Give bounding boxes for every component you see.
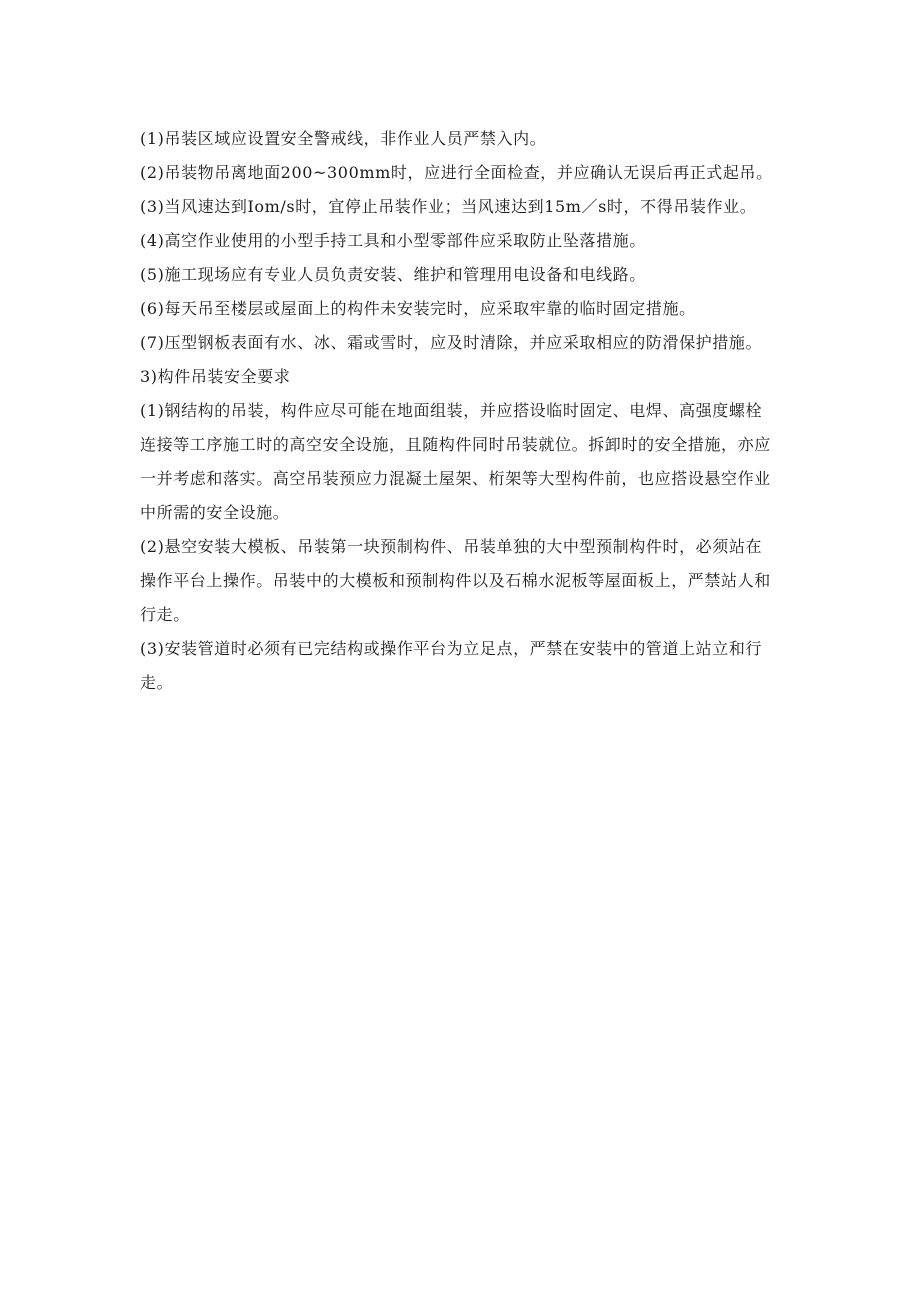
paragraph-line: 中所需的安全设施。 — [140, 503, 290, 522]
paragraph-7 — [140, 326, 790, 360]
paragraph-line: 行走。 — [140, 605, 190, 624]
paragraph-line: 走。 — [140, 673, 174, 692]
paragraph-3 — [140, 190, 790, 224]
heading-line: 3)构件吊装安全要求 — [140, 367, 291, 386]
paragraph-line: 一并考虑和落实。高空吊装预应力混凝土屋架、桁架等大型构件前，也应搭设悬空作业 — [140, 469, 771, 488]
paragraph-9 — [140, 530, 790, 632]
paragraph-line: (7)压型钢板表面有水、冰、霜或雪时，应及时清除，并应采取相应的防滑保护措施。 — [140, 333, 763, 352]
section-heading — [140, 360, 790, 394]
paragraph-line: (1)钢结构的吊装，构件应尽可能在地面组装，并应搭设临时固定、电焊、高强度螺栓 — [140, 401, 763, 420]
paragraph-10 — [140, 632, 790, 700]
paragraph-line: 连接等工序施工时的高空安全设施，且随构件同时吊装就位。拆卸时的安全措施，亦应 — [140, 435, 771, 454]
paragraph-line: (6)每天吊至楼层或屋面上的构件未安装完时，应采取牢靠的临时固定措施。 — [140, 299, 696, 318]
paragraph-2 — [140, 156, 790, 190]
paragraph-line: (3)当风速达到Iom/s时，宜停止吊装作业；当风速达到15m／s时，不得吊装作业。 — [140, 197, 757, 216]
document-body — [140, 122, 790, 700]
paragraph-4 — [140, 224, 790, 258]
paragraph-5 — [140, 258, 790, 292]
paragraph-line: (3)安装管道时必须有已完结构或操作平台为立足点，严禁在安装中的管道上站立和行 — [140, 639, 763, 658]
paragraph-line: (2)悬空安装大模板、吊装第一块预制构件、吊装单独的大中型预制构件时，必须站在 — [140, 537, 763, 556]
paragraph-line: (4)高空作业使用的小型手持工具和小型零部件应采取防止坠落措施。 — [140, 231, 646, 250]
paragraph-line: 操作平台上操作。吊装中的大模板和预制构件以及石棉水泥板等屋面板上，严禁站人和 — [140, 571, 771, 590]
paragraph-line: (1)吊装区域应设置安全警戒线，非作业人员严禁入内。 — [140, 129, 547, 148]
paragraph-1 — [140, 122, 790, 156]
paragraph-line: (5)施工现场应有专业人员负责安装、维护和管理用电设备和电线路。 — [140, 265, 646, 284]
paragraph-line: (2)吊装物吊离地面200~300mm时，应进行全面检查，并应确认无误后再正式起吊。 — [140, 163, 773, 182]
paragraph-8 — [140, 394, 790, 530]
paragraph-6 — [140, 292, 790, 326]
